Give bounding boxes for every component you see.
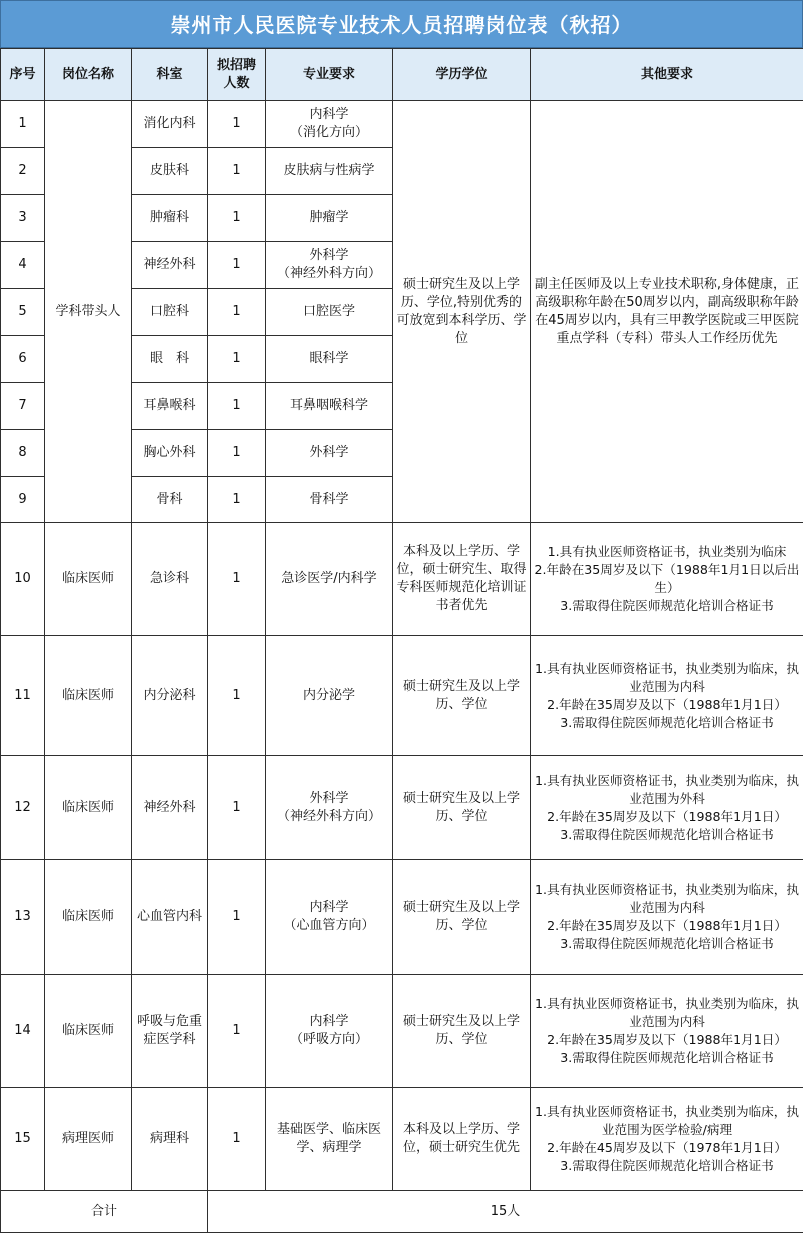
row-major: 急诊医学/内科学: [266, 523, 393, 636]
header-count: [208, 49, 266, 101]
row-education: 本科及以上学历、学位，硕士研究生、取得专科医师规范化培训证书者优先: [393, 523, 531, 636]
row-count: 1: [208, 477, 266, 523]
total-value: 15人: [208, 1191, 803, 1233]
table-row: [1, 1088, 803, 1191]
row-education: 硕士研究生及以上学历、学位: [393, 860, 531, 975]
header-count-line2: 人数: [223, 75, 250, 91]
row-count: 1: [208, 195, 266, 242]
row-count: 1: [208, 242, 266, 289]
row-no: 6: [1, 336, 45, 383]
row-dept: 眼 科: [132, 336, 208, 383]
header-position: 岗位名称: [45, 49, 132, 101]
table-row: [1, 975, 803, 1088]
row-other: 1.具有执业医师资格证书，执业类别为临床，执业范围为内科 2.年龄在35周岁及以下（1988年1月1日） 3.需取得住院医师规范化培训合格证书: [531, 636, 803, 756]
table-row: [1, 636, 803, 756]
row-position: 临床医师: [45, 636, 132, 756]
total-row: [1, 1191, 803, 1233]
header-major: 专业要求: [266, 49, 393, 101]
row-count: 1: [208, 1088, 266, 1191]
row-other: 1.具有执业医师资格证书，执业类别为临床，执业范围为内科 2.年龄在35周岁及以下（1988年1月1日） 3.需取得住院医师规范化培训合格证书: [531, 860, 803, 975]
row-dept: 骨科: [132, 477, 208, 523]
row-dept: 肿瘤科: [132, 195, 208, 242]
row-education: 硕士研究生及以上学历、学位,特别优秀的可放宽到本科学历、学位: [393, 101, 531, 523]
row-no: 11: [1, 636, 45, 756]
table-row: [1, 860, 803, 975]
row-no: 5: [1, 289, 45, 336]
row-major: 耳鼻咽喉科学: [266, 383, 393, 430]
row-major: 基础医学、临床医学、病理学: [266, 1088, 393, 1191]
header-education: 学历学位: [393, 49, 531, 101]
row-count: 1: [208, 523, 266, 636]
header-no: 序号: [1, 49, 45, 101]
row-education: 硕士研究生及以上学历、学位: [393, 975, 531, 1088]
row-count: 1: [208, 336, 266, 383]
row-no: 10: [1, 523, 45, 636]
row-other: 1.具有执业医师资格证书，执业类别为临床，执业范围为外科 2.年龄在35周岁及以下（1988年1月1日） 3.需取得住院医师规范化培训合格证书: [531, 756, 803, 860]
row-major: 外科学 （神经外科方向）: [266, 242, 393, 289]
row-dept: 胸心外科: [132, 430, 208, 477]
row-major: 骨科学: [266, 477, 393, 523]
table-row: [1, 756, 803, 860]
row-no: 12: [1, 756, 45, 860]
row-count: 1: [208, 636, 266, 756]
row-dept: 内分泌科: [132, 636, 208, 756]
row-major: 内分泌学: [266, 636, 393, 756]
header-row: [1, 49, 803, 101]
row-dept: 病理科: [132, 1088, 208, 1191]
row-count: 1: [208, 148, 266, 195]
row-other: 副主任医师及以上专业技术职称,身体健康，正高级职称年龄在50周岁以内，副高级职称年龄在45周岁以内，具有三甲教学医院或三甲医院重点学科（专科）带头人工作经历优先: [531, 101, 803, 523]
row-position: 病理医师: [45, 1088, 132, 1191]
row-dept: 呼吸与危重症医学科: [132, 975, 208, 1088]
row-major: 口腔医学: [266, 289, 393, 336]
row-count: 1: [208, 101, 266, 148]
row-position: 临床医师: [45, 975, 132, 1088]
row-major: 皮肤病与性病学: [266, 148, 393, 195]
row-no: 9: [1, 477, 45, 523]
row-dept: 口腔科: [132, 289, 208, 336]
table-row: [1, 523, 803, 636]
header-count-line1: 拟招聘: [216, 57, 256, 73]
row-education: 本科及以上学历、学位，硕士研究生优先: [393, 1088, 531, 1191]
row-education: 硕士研究生及以上学历、学位: [393, 756, 531, 860]
header-other: 其他要求: [531, 49, 803, 101]
row-education: 硕士研究生及以上学历、学位: [393, 636, 531, 756]
row-position: 学科带头人: [45, 101, 132, 523]
row-major: 肿瘤学: [266, 195, 393, 242]
row-major: 内科学 （消化方向）: [266, 101, 393, 148]
row-major: 眼科学: [266, 336, 393, 383]
total-label: 合计: [1, 1191, 208, 1233]
row-position: 临床医师: [45, 523, 132, 636]
row-position: 临床医师: [45, 756, 132, 860]
row-no: 4: [1, 242, 45, 289]
row-no: 1: [1, 101, 45, 148]
row-no: 3: [1, 195, 45, 242]
row-no: 2: [1, 148, 45, 195]
row-major: 内科学 （呼吸方向）: [266, 975, 393, 1088]
table-row: [1, 101, 803, 148]
row-count: 1: [208, 756, 266, 860]
row-dept: 消化内科: [132, 101, 208, 148]
row-no: 8: [1, 430, 45, 477]
row-major: 外科学 （神经外科方向）: [266, 756, 393, 860]
row-dept: 神经外科: [132, 756, 208, 860]
row-dept: 神经外科: [132, 242, 208, 289]
row-dept: 皮肤科: [132, 148, 208, 195]
row-other: 1.具有执业医师资格证书，执业类别为临床 2.年龄在35周岁及以下（1988年1月1日以后出生） 3.需取得住院医师规范化培训合格证书: [531, 523, 803, 636]
row-major: 内科学 （心血管方向）: [266, 860, 393, 975]
row-count: 1: [208, 860, 266, 975]
table-body: [1, 101, 803, 1233]
row-count: 1: [208, 975, 266, 1088]
header-dept: 科室: [132, 49, 208, 101]
row-no: 13: [1, 860, 45, 975]
row-major: 外科学: [266, 430, 393, 477]
row-count: 1: [208, 289, 266, 336]
row-position: 临床医师: [45, 860, 132, 975]
row-no: 14: [1, 975, 45, 1088]
row-dept: 耳鼻喉科: [132, 383, 208, 430]
page-title: 崇州市人民医院专业技术人员招聘岗位表（秋招）: [0, 0, 803, 48]
row-no: 15: [1, 1088, 45, 1191]
row-other: 1.具有执业医师资格证书，执业类别为临床，执业范围为医学检验/病理 2.年龄在45周岁及以下（1978年1月1日） 3.需取得住院医师规范化培训合格证书: [531, 1088, 803, 1191]
row-dept: 急诊科: [132, 523, 208, 636]
row-other: 1.具有执业医师资格证书，执业类别为临床，执业范围为内科 2.年龄在35周岁及以下（1988年1月1日） 3.需取得住院医师规范化培训合格证书: [531, 975, 803, 1088]
row-count: 1: [208, 383, 266, 430]
recruitment-table: [0, 48, 803, 1233]
row-dept: 心血管内科: [132, 860, 208, 975]
row-count: 1: [208, 430, 266, 477]
row-no: 7: [1, 383, 45, 430]
